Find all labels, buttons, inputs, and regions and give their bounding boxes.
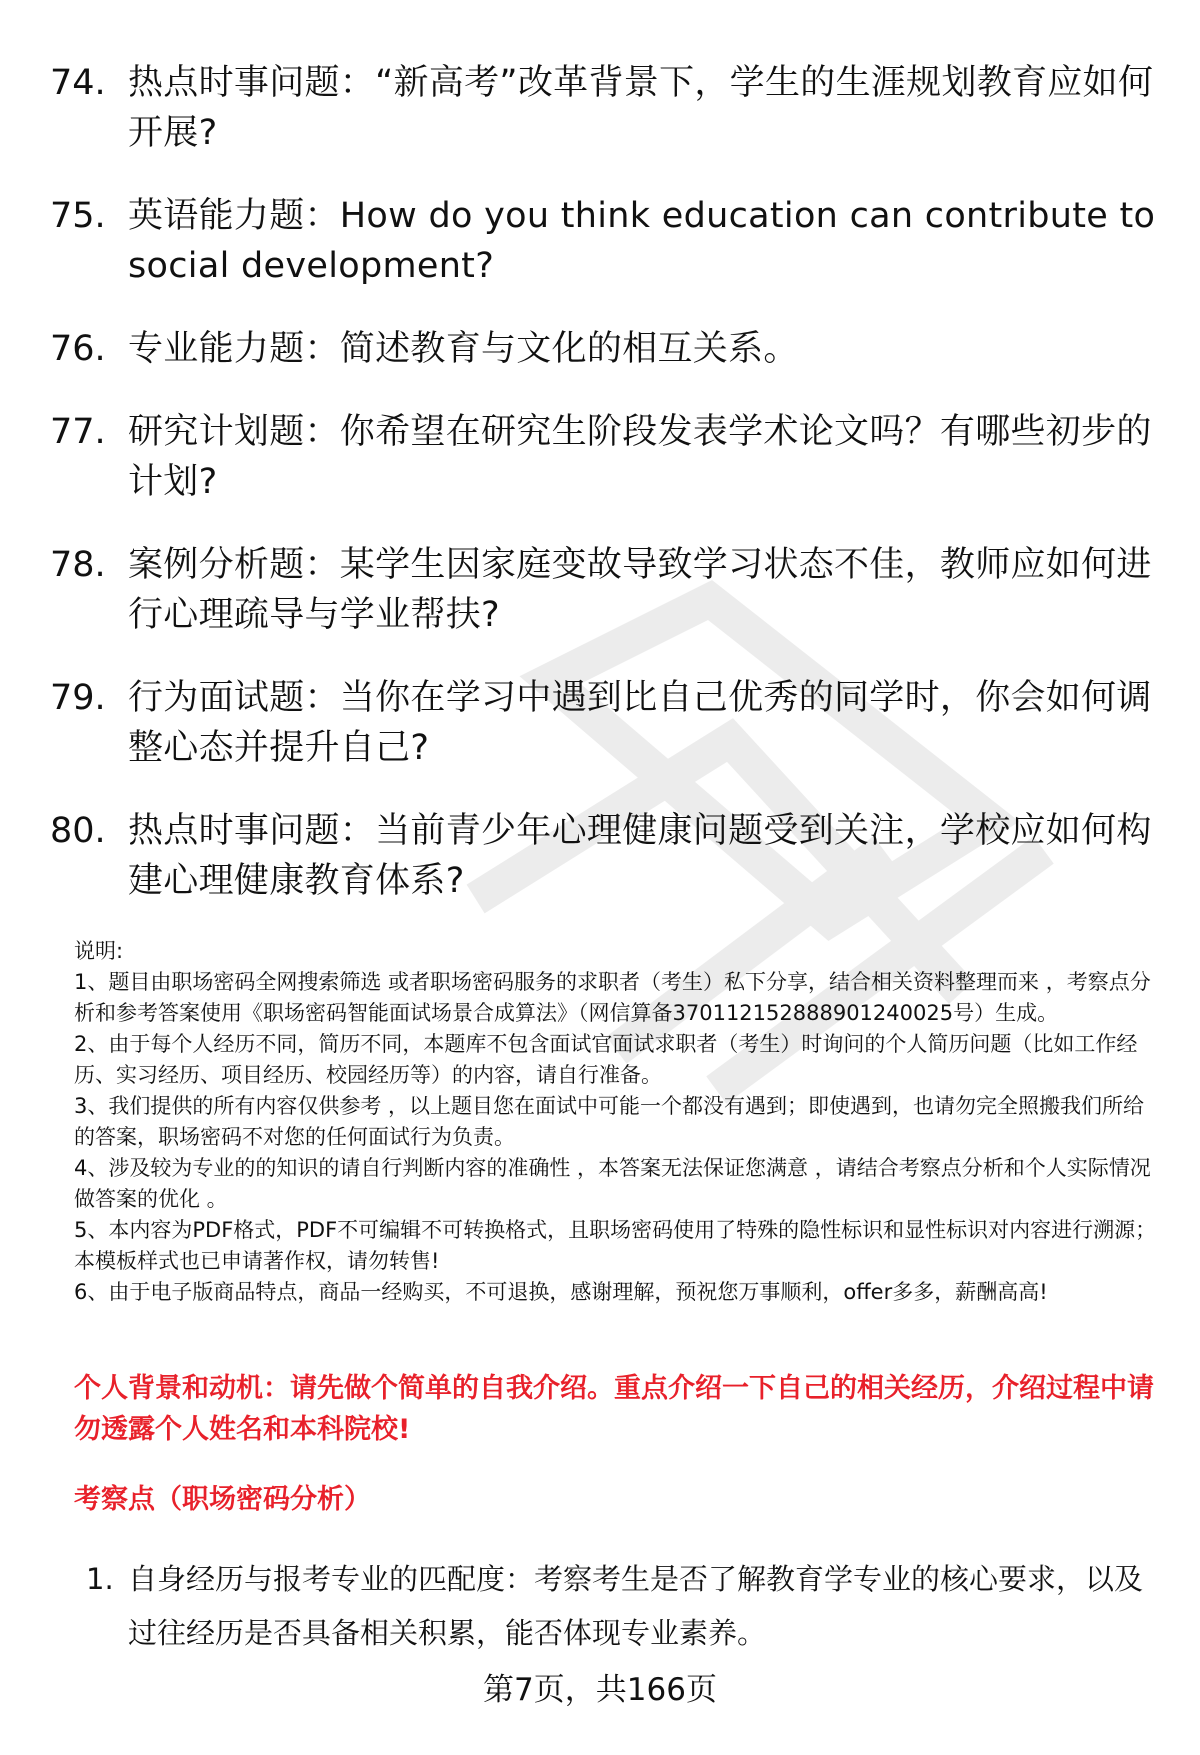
question-text: 热点时事问题：“新高考”改革背景下，学生的生涯规划教育应如何开展?	[128, 63, 1154, 153]
question-item	[50, 324, 1160, 374]
note-item: 3、我们提供的所有内容仅供参考 ，以上题目您在面试中可能一个都没有遇到；即使遇到，也请勿完全照搬我们所给的答案，职场密码不对您的任何面试行为负责。	[74, 1094, 1145, 1149]
question-item	[50, 540, 1160, 640]
note-item: 6、由于电子版商品特点，商品一经购买，不可退换，感谢理解，预祝您万事顺利，offer多多，薪酬高高!	[74, 1280, 1048, 1304]
question-number: 77.	[50, 412, 106, 452]
question-text: 英语能力题：How do you think education can contribute to social development?	[128, 196, 1156, 286]
question-number: 80.	[50, 811, 106, 851]
question-number: 75.	[50, 196, 106, 236]
question-item	[50, 407, 1160, 507]
note-item: 5、本内容为PDF格式，PDF不可编辑不可转换格式，且职场密码使用了特殊的隐性标识和显性标识对内容进行溯源；本模板样式也已申请著作权，请勿转售!	[74, 1218, 1157, 1273]
question-number: 79.	[50, 678, 106, 718]
note-item: 4、涉及较为专业的的知识的请自行判断内容的准确性 ，本答案无法保证您满意 ，请结合考察点分析和个人实际情况做答案的优化 。	[74, 1156, 1151, 1211]
question-item	[50, 673, 1160, 773]
question-text: 热点时事问题：当前青少年心理健康问题受到关注，学校应如何构建心理健康教育体系?	[128, 811, 1152, 901]
section-subheading: 考察点（职场密码分析）	[74, 1484, 371, 1515]
point-number: 1.	[86, 1562, 114, 1596]
notes-title: 说明:	[74, 939, 124, 963]
question-text: 行为面试题：当你在学习中遇到比自己优秀的同学时，你会如何调整心态并提升自己?	[128, 678, 1152, 768]
section-heading: 个人背景和动机：请先做个简单的自我介绍。重点介绍一下自己的相关经历，介绍过程中请勿透露个人姓名和本科院校!	[74, 1373, 1154, 1445]
question-item	[50, 806, 1160, 906]
question-number: 78.	[50, 545, 106, 585]
question-text: 专业能力题：简述教育与文化的相互关系。	[128, 329, 799, 369]
question-number: 74.	[50, 63, 106, 103]
question-list	[50, 58, 1160, 939]
note-item: 1、题目由职场密码全网搜索筛选 或者职场密码服务的求职者（考生）私下分享，结合相关资料整理而来 ，考察点分析和参考答案使用《职场密码智能面试场景合成算法》（网信算备370112152888901240025号）生成。	[74, 970, 1151, 1025]
page-footer: 第7页，共166页	[483, 1672, 717, 1708]
point-list	[86, 1552, 1166, 1660]
question-text: 案例分析题：某学生因家庭变故导致学习状态不佳，教师应如何进行心理疏导与学业帮扶?	[128, 545, 1152, 635]
note-item: 2、由于每个人经历不同，简历不同，本题库不包含面试官面试求职者（考生）时询问的个人简历问题（比如工作经历、实习经历、项目经历、校园经历等）的内容，请自行准备。	[74, 1032, 1138, 1087]
point-item	[86, 1552, 1166, 1660]
question-text: 研究计划题：你希望在研究生阶段发表学术论文吗？有哪些初步的计划?	[128, 412, 1152, 502]
question-item	[50, 58, 1160, 158]
notes-section	[74, 936, 1164, 1308]
question-number: 76.	[50, 329, 106, 369]
point-text: 自身经历与报考专业的匹配度：考察考生是否了解教育学专业的核心要求，以及过往经历是否具备相关积累，能否体现专业素养。	[128, 1562, 1144, 1650]
question-item	[50, 191, 1160, 291]
